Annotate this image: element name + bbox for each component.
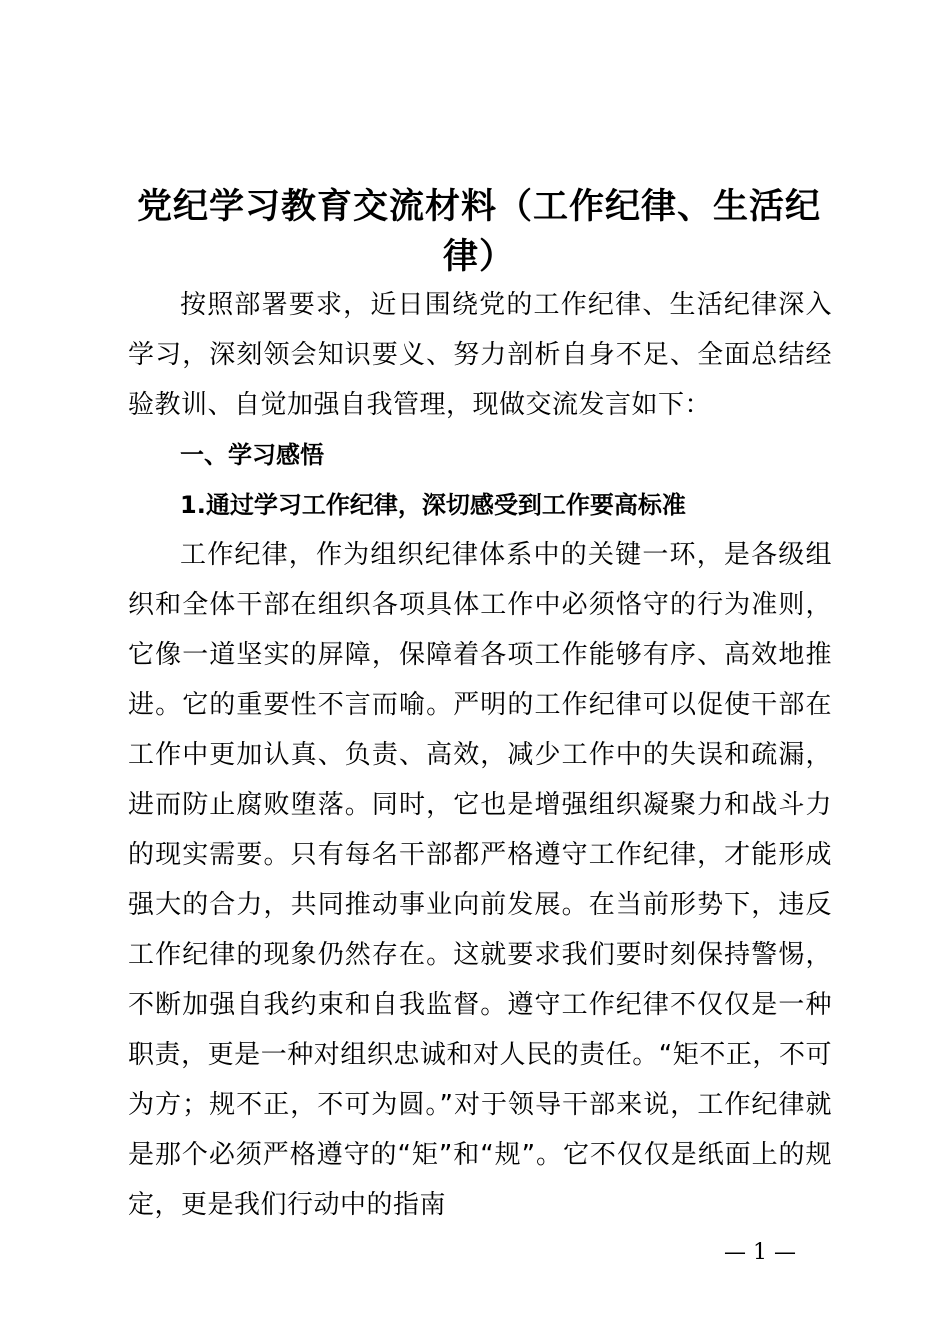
intro-paragraph: 按照部署要求，近日围绕党的工作纪律、生活纪律深入学习，深刻领会知识要义、努力剖析自身不足、全面总结经验教训、自觉加强自我管理，现做交流发言如下：: [128, 290, 832, 420]
document-body: [128, 280, 832, 1230]
page-number: — 1 —: [724, 1240, 796, 1265]
subsection-heading: 1.通过学习工作纪律，深切感受到工作要高标准: [180, 491, 686, 519]
body-paragraph: 工作纪律，作为组织纪律体系中的关键一环，是各级组织和全体干部在组织各项具体工作中必须恪守的行为准则，它像一道坚实的屏障，保障着各项工作能够有序、高效地推进。它的重要性不言而喻。严明的工作纪律可以促使干部在工作中更加认真、负责、高效，减少工作中的失误和疏漏，进而防止腐败堕落。同时，它也是增强组织凝聚力和战斗力的现实需要。只有每名干部都严格遵守工作纪律，才能形成强大的合力，共同推动事业向前发展。在当前形势下，违反工作纪律的现象仍然存在。这就要求我们要时刻保持警惕，不断加强自我约束和自我监督。遵守工作纪律不仅仅是一种职责，更是一种对组织忠诚和对人民的责任。“矩不正，不可为方；规不正，不可为圆。”对于领导干部来说，工作纪律就是那个必须严格遵守的“矩”和“规”。它不仅仅是纸面上的规定，更是我们行动中的指南: [128, 540, 832, 1220]
document-title: 党纪学习教育交流材料（工作纪律、生活纪律）: [136, 187, 821, 277]
section-heading: 一、学习感悟: [180, 441, 324, 469]
